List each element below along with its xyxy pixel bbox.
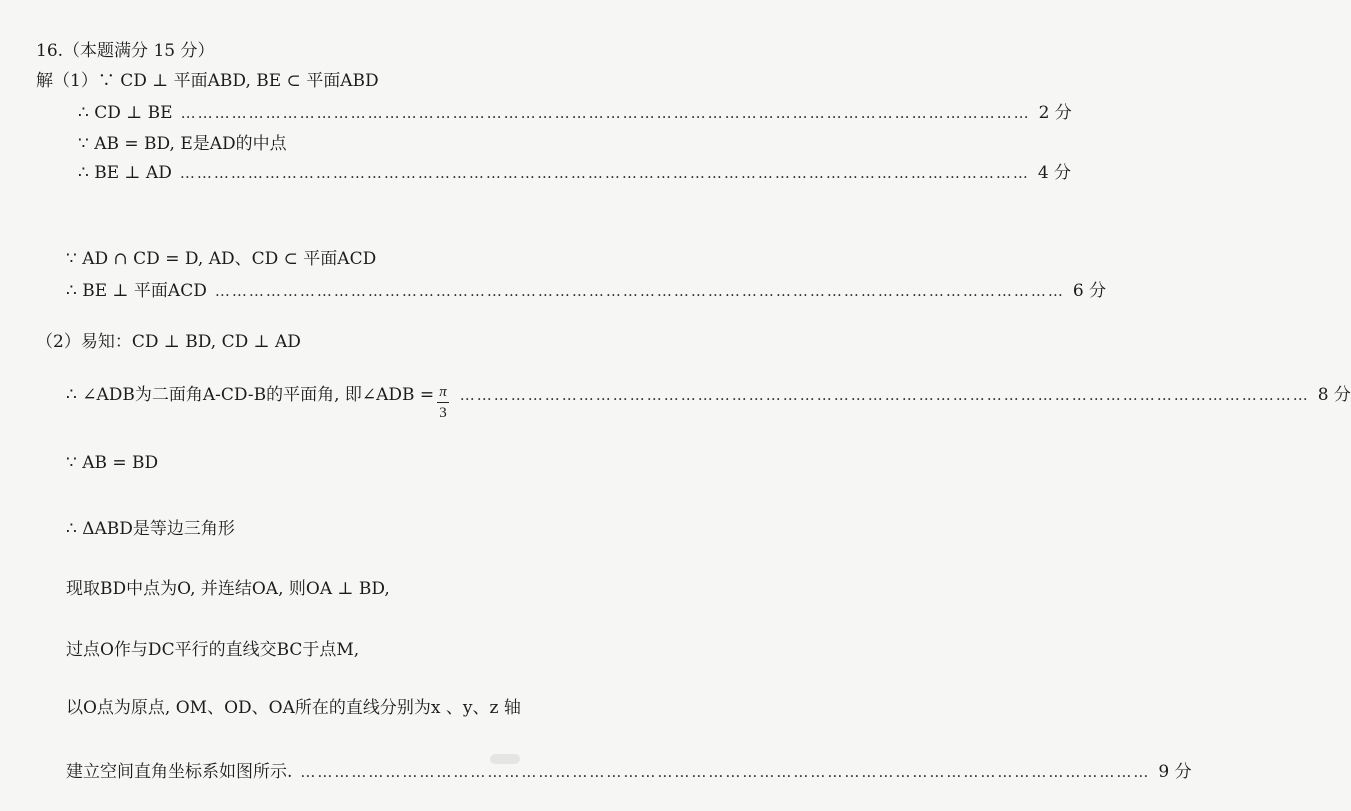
part2-line7-text: 以O点为原点, OM、OD、OA所在的直线分别为x 、y、z 轴 [66, 698, 521, 718]
part2-line5-text: 现取BD中点为O, 并连结OA, 则OA ⊥ BD, [66, 579, 390, 599]
problem-header [36, 36, 214, 61]
leader-dots: …………………………………………………………………………………………………………………………………… [214, 282, 1065, 300]
fraction-pi-over-3 [437, 385, 449, 421]
part2-line3-text: ∵ AB = BD [66, 453, 159, 473]
part2-line5 [66, 574, 390, 599]
part1-line2-text: ∴ CD ⊥ BE [78, 103, 173, 123]
part2-line8-text: 建立空间直角坐标系如图所示. [66, 762, 293, 782]
score-label: 4 分 [1037, 163, 1072, 183]
scan-smudge [490, 754, 520, 764]
leader-dots: …………………………………………………………………………………………………………………………………… [179, 164, 1030, 182]
part2-line4-text: ∴ ΔABD是等边三角形 [66, 519, 235, 539]
part2-line1 [36, 327, 301, 352]
part2-line8 [66, 757, 1192, 782]
part2-line6-text: 过点O作与DC平行的直线交BC于点M, [66, 640, 360, 660]
part1-line3 [78, 129, 287, 154]
fraction-denominator: 3 [439, 405, 447, 421]
part1-line6-text: ∴ BE ⊥ 平面ACD [66, 281, 207, 301]
part1-line3-text: ∵ AB = BD, E是AD的中点 [78, 134, 287, 154]
part2-line4 [66, 514, 235, 539]
part1-line1 [36, 66, 379, 91]
part1-line5-text: ∵ AD ∩ CD = D, AD、CD ⊂ 平面ACD [66, 249, 377, 269]
part2-line3 [66, 453, 158, 473]
fraction-numerator: π [437, 385, 449, 403]
part1-line4-text: ∴ BE ⊥ AD [78, 163, 172, 183]
part1-line4 [78, 158, 1072, 183]
part1-line6 [66, 276, 1107, 301]
part2-line7 [66, 693, 521, 718]
leader-dots: …………………………………………………………………………………………………………………………………… [180, 104, 1031, 122]
score-label: 6 分 [1072, 281, 1107, 301]
leader-dots: …………………………………………………………………………………………………………………………………… [300, 763, 1151, 781]
score-label: 8 分 [1317, 385, 1351, 405]
leader-dots: …………………………………………………………………………………………………………………………………… [459, 386, 1310, 404]
part1-line5 [66, 244, 376, 269]
part1-line1-text: 解（1）∵ CD ⊥ 平面ABD, BE ⊂ 平面ABD [36, 71, 379, 91]
part2-line6 [66, 635, 359, 660]
part2-line1-text: （2）易知：CD ⊥ BD, CD ⊥ AD [36, 332, 301, 352]
part2-line2 [66, 380, 1351, 425]
score-label: 9 分 [1158, 762, 1192, 782]
score-label: 2 分 [1038, 103, 1072, 123]
problem-header-text: 16.（本题满分 15 分） [36, 41, 215, 61]
part1-line2 [78, 98, 1072, 123]
part2-line2-text: ∴ ∠ADB为二面角A-CD-B的平面角, 即∠ADB = [66, 385, 435, 405]
